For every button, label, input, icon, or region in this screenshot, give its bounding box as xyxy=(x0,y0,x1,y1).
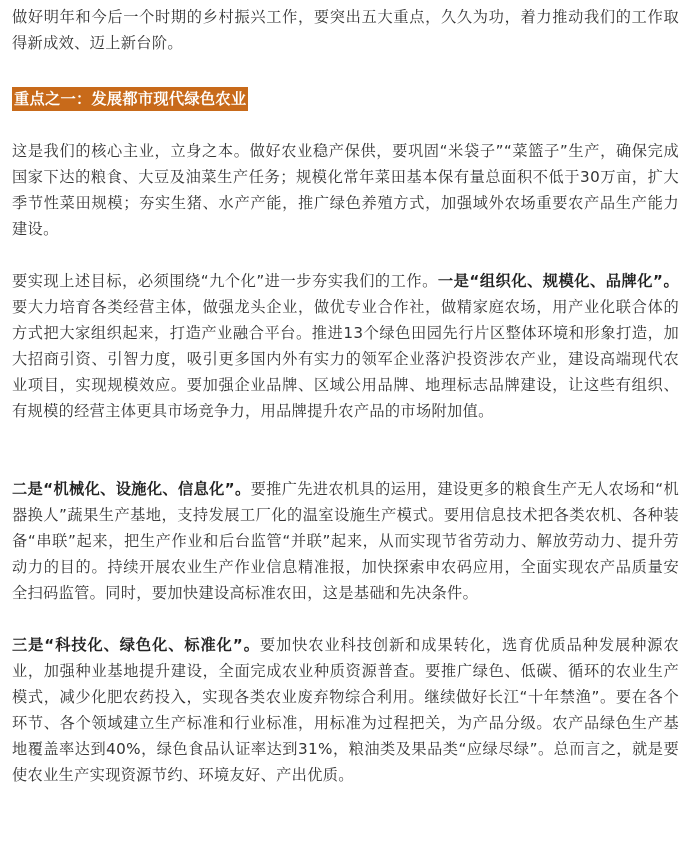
point-two-title: 二是“机械化、设施化、信息化”。 xyxy=(12,480,251,498)
point-three-title: 三是“科技化、绿色化、标准化”。 xyxy=(12,636,260,654)
section-heading: 重点之一：发展都市现代绿色农业 xyxy=(12,87,248,111)
paragraph-core-business: 这是我们的核心主业，立身之本。做好农业稳产保供，要巩固“米袋子”“菜篮子”生产，确保完成国家下达的粮食、大豆及油菜生产任务；规模化常年菜田基本保有量总面积不低于30万亩，扩大季节性菜田规模；夯实生猪、水产产能，推广绿色养殖方式，加强域外农场重要农产品生产能力建设。 xyxy=(12,142,679,238)
section-heading-wrap xyxy=(12,87,248,111)
point-one-title: 一是“组织化、规模化、品牌化”。 xyxy=(437,272,679,290)
intro-paragraph: 做好明年和今后一个时期的乡村振兴工作，要突出五大重点，久久为功，着力推动我们的工作取得新成效、迈上新台阶。 xyxy=(12,8,679,52)
paragraph-point-one xyxy=(12,268,679,424)
paragraph-point-two xyxy=(12,476,679,606)
point-one-lead: 要实现上述目标，必须围绕“九个化”进一步夯实我们的工作。 xyxy=(12,272,438,290)
point-three-body: 要加快农业科技创新和成果转化，选育优质品种发展种源农业，加强种业基地提升建设，全面完成农业种质资源普查。要推广绿色、低碳、循环的农业生产模式，减少化肥农药投入，实现各类农业废弃物综合利用。继续做好长江“十年禁渔”。要在各个环节、各个领域建立生产标准和行业标准，用标准为过程把关，为产品分级。农产品绿色生产基地覆盖率达到40%，绿色食品认证率达到31%，粮油类及果品类“应绿尽绿”。总而言之，就是要使农业生产实现资源节约、环境友好、产出优质。 xyxy=(12,636,679,784)
point-two-body: 要推广先进农机具的运用，建设更多的粮食生产无人农场和“机器换人”蔬果生产基地，支持发展工厂化的温室设施生产模式。要用信息技术把各类农机、各种装备“串联”起来，把生产作业和后台监管“并联”起来，从而实现节省劳动力、解放劳动力、提升劳动力的目的。持续开展农业生产作业信息精准报，加快探索申农码应用，全面实现农产品质量安全扫码监管。同时，要加快建设高标准农田，这是基础和先决条件。 xyxy=(12,480,679,602)
paragraph-point-three xyxy=(12,632,679,788)
point-one-body: 要大力培育各类经营主体，做强龙头企业，做优专业合作社，做精家庭农场，用产业化联合体的方式把大家组织起来，打造产业融合平台。推进13个绿色田园先行片区整体环境和形象打造，加大招商引资、引智力度，吸引更多国内外有实力的领军企业落沪投资涉农产业，建设高端现代农业项目，实现规模效应。要加强企业品牌、区域公用品牌、地理标志品牌建设，让这些有组织、有规模的经营主体更具市场竞争力，用品牌提升农产品的市场附加值。 xyxy=(12,298,679,420)
